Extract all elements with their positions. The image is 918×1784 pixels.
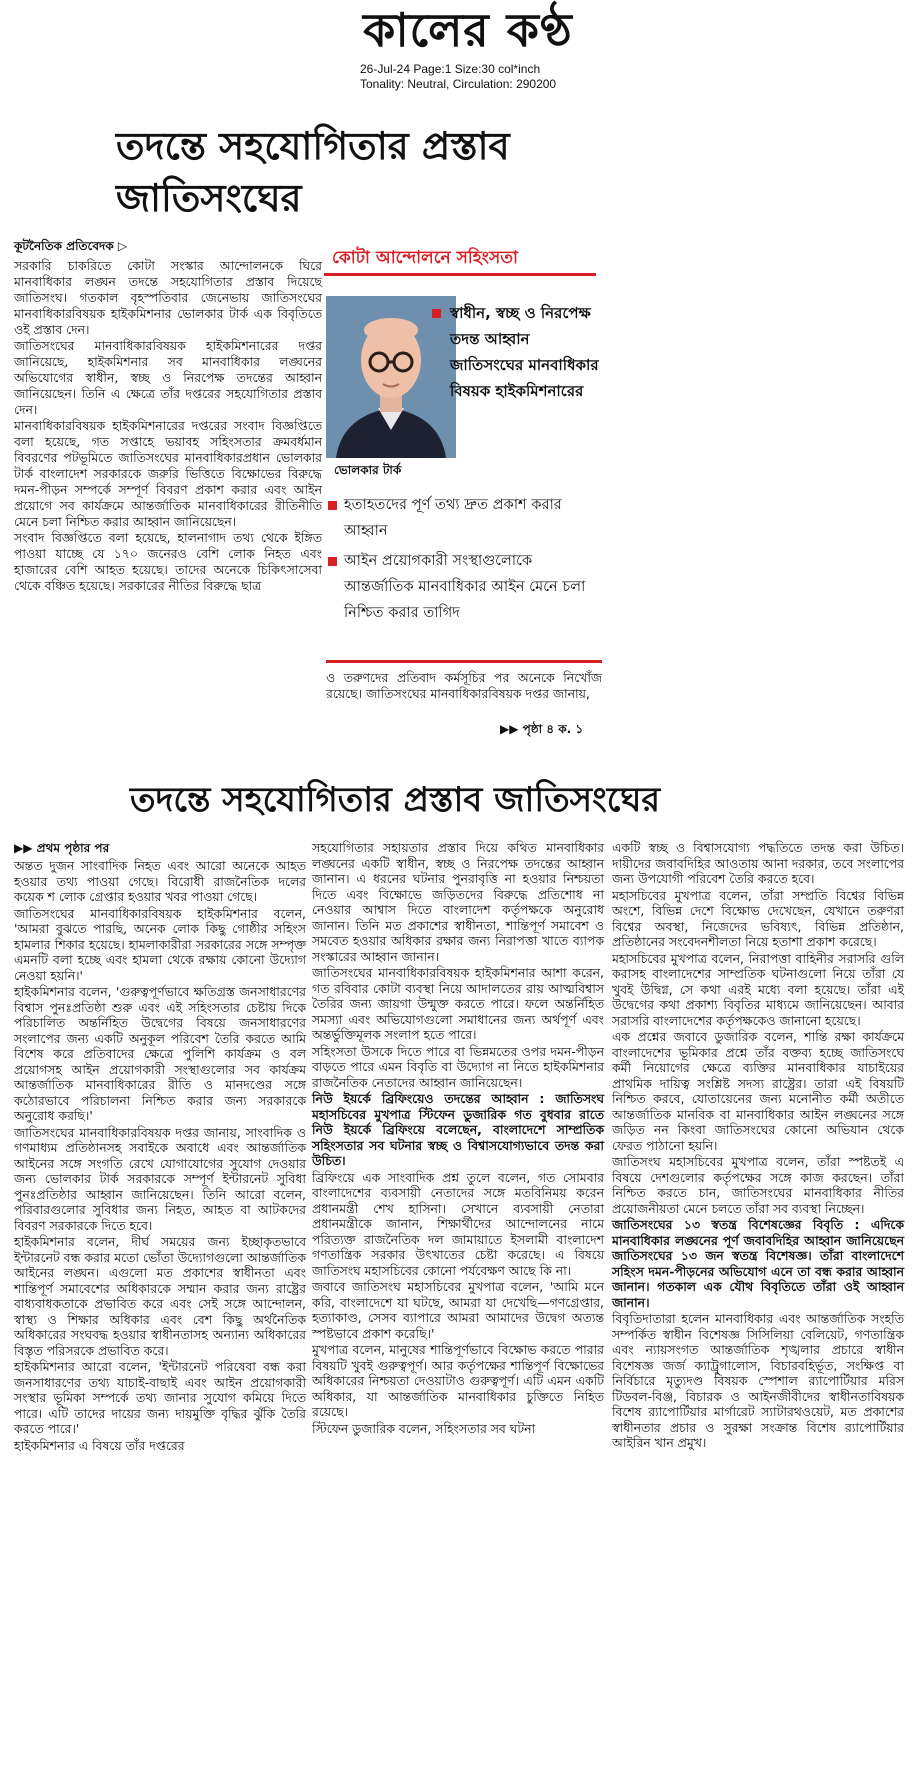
paragraph: জাতিসংঘের মানবাধিকারবিষয়ক হাইকমিশনার বলেন, 'আমরা বুঝতে পারছি, অনেক লোক কিছু গোষ্ঠীর সহিংস হামলার শিকার হয়েছে। হামলাকারীরা সরকারের সঙ্গে সম্পৃক্ত এমনটি বলা হচ্ছে এবং হামলা থেকে রক্ষায় কোনো উদ্যোগ নেওয়া হয়নি।'	[14, 905, 306, 983]
paragraph: অন্তত দুজন সাংবাদিক নিহত এবং আরো অনেকে আহত হওয়ার তথ্য পাওয়া গেছে। বিরোধী রাজনৈতিক দলের কয়েক শ লোক গ্রেপ্তার হওয়ার খবর পাওয়া গেছে।	[14, 858, 306, 904]
photo-caption: ভোলকার টার্ক	[334, 463, 402, 477]
front-headline: তদন্তে সহযোগিতার প্রস্তাব জাতিসংঘের	[116, 124, 510, 220]
front-paragraph: সরকারি চাকরিতে কোটা সংস্কার আন্দোলনকে ঘিরে মানবাধিকার লঙ্ঘন তদন্তে সহযোগিতার প্রস্তাব দিয়েছে জাতিসংঘ। গতকাল বৃহস্পতিবার জেনেভায় জাতিসংঘের মানবাধিকারবিষয়ক হাইকমিশনার ভোলকার টার্ক এক বিবৃতিতে ওই প্রস্তাব দেন।	[14, 258, 322, 337]
bullet-list	[326, 492, 604, 630]
paragraph: সহিংসতা উসকে দিতে পারে বা ভিন্নমতের ওপর দমন-পীড়ন বাড়তে পারে এমন বিবৃতি বা উদ্যোগ না নিতে হাইকমিশনার রাজনৈতিক নেতাদের আহ্বান জানিয়েছেন।	[312, 1043, 604, 1090]
paragraph: জাতিসংঘের মানবাধিকারবিষয়ক দপ্তর জানায়, সাংবাদিক ও গণমাধ্যম প্রতিষ্ঠানসহ সবাইকে অবাধে এবং আন্তর্জাতিক আইনের সঙ্গে সংগতি রেখে যোগাযোগের সুযোগ দেওয়ার জন্য ভোলকার টার্ক সরকারকে সম্পূর্ণ ইন্টারনেট সুবিধা পুনঃপ্রতিষ্ঠার আহ্বান জানিয়েছেন। তিনি আরো বলেন, পরিবারগুলোর সুবিধার জন্য নিহত, আহত বা আটকদের বিবরণ সরকারকে দিতে হবে।	[14, 1124, 306, 1233]
paragraph: বিবৃতিদাতারা হলেন মানবাধিকার এবং আন্তর্জাতিক সংহতি সম্পর্কিত স্বাধীন বিশেষজ্ঞ সিসিলিয়া বেলিয়েট, গণতান্ত্রিক এবং ন্যায়সংগত আন্তর্জাতিক শৃঙ্খলার প্রচারে স্বাধীন বিশেষজ্ঞ জর্জ ক্যাট্রুগালোস, বিচারবহির্ভূত, সংক্ষিপ্ত বা নির্বিচারে মৃত্যুদণ্ড বিষয়ক স্পেশাল র‍্যাপোর্টিয়ার মরিস টিডবল-বিঞ্জ, বিচারক ও আইনজীবীদের স্বাধীনতাবিষয়ক বিশেষ র‍্যাপোর্টিয়ার মার্গারেট স্যাটারথওয়েট, মত প্রকাশের স্বাধীনতার প্রচার ও সুরক্ষা সংক্রান্ত বিশেষ র‍্যাপোর্টিয়ার আইরিন খান প্রমুখ।	[612, 1311, 904, 1450]
red-square-bullet-icon	[432, 309, 441, 318]
highlight-box	[450, 300, 600, 404]
jump-reference: ▶▶ পৃষ্ঠা ৪ ক. ১	[500, 722, 584, 736]
bullet-item	[326, 492, 604, 544]
front-tail: ও তরুণদের প্রতিবাদ কর্মসূচির পর অনেকে নিখোঁজ রয়েছে। জাতিসংঘের মানবাধিকারবিষয়ক দপ্তর জানায়,	[326, 670, 602, 701]
continuation-column-3	[612, 840, 904, 1452]
bullet-text: আইন প্রয়োগকারী সংস্থাগুলোকে আন্তর্জাতিক মানবাধিকার আইন মেনে চলা নিশ্চিত করার তাগিদ	[344, 552, 586, 621]
red-square-bullet-icon	[328, 501, 337, 510]
paragraph: হাইকমিশনার আরো বলেন, 'ইন্টারনেট পরিষেবা বন্ধ করা জনসাধারণের তথ্য যাচাই-বাছাই এবং আইন প্রয়োগকারী সংস্থার ভূমিকা সম্পর্কে তথ্য জানার সুযোগ কমিয়ে দিতে পারে। এটি তাদের দায়ের জন্য দায়মুক্তি বৃদ্ধির ঝুঁকি তৈরি করতে পারে।'	[14, 1359, 306, 1436]
continued-from-label: ▶▶ প্রথম পৃষ্ঠার পর	[14, 841, 110, 855]
paragraph: জাতিসংঘ মহাসচিবের মুখপাত্র বলেন, তাঁরা স্পষ্টতই এ বিষয়ে দেশগুলোর কর্তৃপক্ষের সঙ্গে কাজ করছেন। তাঁরা নিশ্চিত করতে চান, জাতিসংঘের মানবাধিকার নীতির প্রয়োজনীয়তা মেনে চলতে তাঁরা সব ব্যবস্থা নিচ্ছেন।	[612, 1154, 904, 1216]
paragraph: হাইকমিশনার বলেন, 'গুরুত্বপূর্ণভাবে ক্ষতিগ্রস্ত জনসাধারণের বিশ্বাস পুনঃপ্রতিষ্ঠা শুরু এবং এই সহিংসতার চেষ্টায় দিকে পরিচালিত অন্তর্নিহিত উদ্বেগের বিষয়ে জনসাধারণের সংলাপের জন্য একটি অনুকূল পরিবেশ তৈরি করতে আমি বিশেষ করে প্রতিবাদের ক্ষেত্রে পুলিশি কার্যক্রম ও বল প্রয়োগসহ আইন প্রয়োগকারী সংস্থাগুলোর সব কার্যক্রম আন্তর্জাতিক মানবাধিকারের রীতি ও মানদণ্ডের সঙ্গে কঠোরভাবে পরিচালনা নিশ্চিত করার জন্য সরকারকে অনুরোধ করছি।'	[14, 984, 306, 1123]
paragraph: জবাবে জাতিসংঘ মহাসচিবের মুখপাত্র বলেন, 'আমি মনে করি, বাংলাদেশে যা ঘটছে, আমরা যা দেখেছি—গণগ্রেপ্তার, হত্যাকাণ্ড, সেসব ব্যাপারে আমরা আমাদের উদ্বেগ অত্যন্ত স্পষ্টভাবে প্রকাশ করেছি।'	[312, 1279, 604, 1341]
highlight-text: স্বাধীন, স্বচ্ছ ও নিরপেক্ষ তদন্ত আহ্বান জাতিসংঘের মানবাধিকার বিষয়ক হাইকমিশনারের	[450, 304, 599, 400]
subheading-paragraph: নিউ ইয়র্কে ব্রিফিংয়েও তদন্তের আহ্বান : জাতিসংঘ মহাসচিবের মুখপাত্র স্টিফেন ডুজারিক গত বুধবার রাতে নিউ ইয়র্কে ব্রিফিংয়ে বলেছেন, বাংলাদেশে সাম্প্রতিক সহিংসতার সব ঘটনার স্বচ্ছ ও বিশ্বাসযোগ্যভাবে তদন্ত করা উচিত।	[312, 1091, 604, 1168]
clip-meta-date: 26-Jul-24 Page:1 Size:30 col*inch	[360, 62, 541, 76]
paragraph: হাইকমিশনার বলেন, দীর্ঘ সময়ের জন্য ইচ্ছাকৃতভাবে ইন্টারনেট বন্ধ করার মতো ভোঁতা উদ্যোগগুলো আন্তর্জাতিক আইনের লঙ্ঘন। এগুলো মত প্রকাশের স্বাধীনতা এবং শান্তিপূর্ণ সমাবেশের অধিকারকে সম্মান করার জন্য রাষ্ট্রের বাধ্যবাধকতাকে প্রভাবিত করে এবং সেই সঙ্গে আন্দোলন, স্বাস্থ্য ও শিক্ষার অধিকার এবং বেশ কিছু অর্থনৈতিক অধিকারের সংঘবদ্ধ হওয়ার স্বাধীনতাসহ অন্যান্য অধিকারের বিস্তৃত পরিসরকে প্রভাবিত করে।	[14, 1234, 306, 1358]
front-paragraph: মানবাধিকারবিষয়ক হাইকমিশনারের দপ্তরের সংবাদ বিজ্ঞপ্তিতে বলা হয়েছে, গত সপ্তাহে ভয়াবহ সহিংসতার ক্রমবর্ধমান বিবরণের পটভূমিতে জাতিসংঘের মানবাধিকারপ্রধান ভোলকার টার্ক বাংলাদেশ সরকারকে জরুরি ভিত্তিতে বিক্ষোভের বিরুদ্ধে দমন-পীড়ন সম্পর্কে সম্পূর্ণ বিবরণ প্রকাশ করার এবং আইন প্রয়োগে সব কার্যক্রমে আন্তর্জাতিক মানবাধিকারের রীতিনীতি মেনে চলা নিশ্চিত করার আহ্বান জানিয়েছেন।	[14, 418, 322, 529]
front-body	[14, 258, 322, 594]
masthead	[0, 0, 918, 100]
continuation-headline: তদন্তে সহযোগিতার প্রস্তাব জাতিসংঘের	[130, 780, 661, 820]
red-divider	[326, 660, 602, 663]
newspaper-logo: কালের কণ্ঠ	[363, 3, 573, 57]
continuation-column-2	[312, 840, 604, 1437]
paragraph: এক প্রশ্নের জবাবে ডুজারিক বলেন, শান্তি রক্ষা কার্যক্রমে বাংলাদেশের ভূমিকার প্রশ্নে তাঁর বক্তব্য হচ্ছে জাতিসংঘে কর্মী নিয়োগের ক্ষেত্রে ব্যক্তির মানবাধিকার যাচাইয়ের প্রাথমিক দায়িত্ব সংশ্লিষ্ট সদস্য রাষ্ট্রের। তারা এই বিষয়টি নিশ্চিত করবে, যোতায়েনের জন্য মনোনীত কর্মী অতীতে আন্তর্জাতিক মানবিক বা মানবাধিকার আইন লঙ্ঘনের সঙ্গে জড়িত নন কিংবা জাতিসংঘের কোনো অভিযান থেকে ফেরত পাঠানো হয়নি।	[612, 1029, 904, 1153]
portrait-illustration	[326, 296, 456, 458]
paragraph: ব্রিফিংয়ে এক সাংবাদিক প্রশ্ন তুলে বলেন, গত সোমবার বাংলাদেশের ব্যবসায়ী নেতাদের সঙ্গে মতবিনিময় করেন প্রধানমন্ত্রী শেখ হাসিনা। সেখানে ব্যবসায়ী নেতারা প্রধানমন্ত্রীকে জানান, শিক্ষার্থীদের আন্দোলনের নামে পরিত্যক্ত রাজনৈতিক দল জামায়াতে ইসলামী বাংলাদেশ গণতান্ত্রিক সরকার উৎখাতের চেষ্টা করেছে। এ বিষয়ে জাতিসংঘ মহাসচিবের কোনো পর্যবেক্ষণ আছে কি না।	[312, 1169, 604, 1278]
bullet-item	[326, 548, 604, 626]
red-square-bullet-icon	[328, 557, 337, 566]
front-paragraph: জাতিসংঘের মানবাধিকারবিষয়ক হাইকমিশনারের দপ্তর জানিয়েছে, হাইকমিশনার সব মানবাধিকার লঙ্ঘনের অভিযোগের স্বাধীন, স্বচ্ছ ও নিরপেক্ষ তদন্তের আহ্বান জানিয়েছেন। তিনি এ ক্ষেত্রে তাঁর দপ্তরের সহযোগিতার প্রস্তাব দেন।	[14, 338, 322, 417]
clip-meta-tonality: Tonality: Neutral, Circulation: 290200	[360, 77, 557, 91]
paragraph: মহাসচিবের মুখপাত্র বলেন, তাঁরা সম্প্রতি বিশ্বের বিভিন্ন অংশে, বিভিন্ন দেশে বিক্ষোভ দেখেছেন, যেখানে তরুণরা বিশ্বের অবস্থা, নিজেদের ভবিষ্যৎ, বিভিন্ন প্রতিষ্ঠান, প্রতিষ্ঠানের সংবেদনশীলতা নিয়ে হতাশা প্রকাশ করেছে।	[612, 887, 904, 949]
kicker-label: কোটা আন্দোলনে সহিংসতা	[324, 240, 596, 276]
continuation-column-1	[14, 858, 306, 1454]
portrait-photo	[326, 296, 456, 458]
byline: কূটনৈতিক প্রতিবেদক ▷	[14, 239, 128, 253]
bullet-text: হতাহতদের পূর্ণ তথ্য দ্রুত প্রকাশ করার আহ্বান	[344, 496, 562, 539]
subheading-paragraph: জাতিসংঘের ১৩ স্বতন্ত্র বিশেষজ্ঞের বিবৃতি : এদিকে মানবাধিকার লঙ্ঘনের পূর্ণ জবাবদিহির আহ্বান জানিয়েছেন জাতিসংঘের ১৩ জন স্বতন্ত্র বিশেষজ্ঞ। তাঁরা বাংলাদেশে সহিংস দমন-পীড়নের অভিযোগ এনে তা বন্ধ করার আহ্বান জানান। গতকাল এক যৌথ বিবৃতিতে তাঁরা ওই আহ্বান জানান।	[612, 1217, 904, 1310]
paragraph: হাইকমিশনার এ বিষয়ে তাঁর দপ্তরের	[14, 1437, 185, 1453]
paragraph: একটি স্বচ্ছ ও বিশ্বাসযোগ্য পদ্ধতিতে তদন্ত করা উচিত। দায়ীদের জবাবদিহির আওতায় আনা দরকার, তবে সংলাপের জন্য উপযোগী পরিবেশ তৈরি করতে হবে।	[612, 840, 904, 886]
front-paragraph: সংবাদ বিজ্ঞপ্তিতে বলা হয়েছে, হালনাগাদ তথ্য থেকে ইঙ্গিত পাওয়া যাচ্ছে যে ১৭০ জনেরও বেশি লোক নিহত এবং হাজারের বেশি আহত হয়েছে। তাদের অনেকে চিকিৎসাসেবা থেকে বঞ্চিত হয়েছে। সরকারের নীতির বিরুদ্ধে ছাত্র	[14, 530, 322, 593]
paragraph: মুখপাত্র বলেন, মানুষের শান্তিপূর্ণভাবে বিক্ষোভ করতে পারার বিষয়টি খুবই গুরুত্বপূর্ণ। আর কর্তৃপক্ষের শান্তিপূর্ণ বিক্ষোভের অধিকারের নিশ্চয়তা দেওয়াটাও গুরুত্বপূর্ণ। এটি এমন একটি অধিকার, যা আন্তর্জাতিক মানবাধিকার চুক্তিতে নিহিত রয়েছে।	[312, 1342, 604, 1419]
paragraph: স্টিফেন ডুজারিক বলেন, সহিংসতার সব ঘটনা	[312, 1420, 536, 1436]
paragraph: মহাসচিবের মুখপাত্র বলেন, নিরাপত্তা বাহিনীর সরাসরি গুলি করাসহ বাংলাদেশের সাম্প্রতিক ঘটনাগুলো নিয়ে তাঁরা যে খুবই উদ্বিগ্ন, সে কথা এরই মধ্যে বলা হয়েছে। তাঁরা এই উদ্বেগের কথা প্রকাশ্য বিবৃতির মাধ্যমে জানিয়েছেন। আবার সরাসরি বাংলাদেশের কর্তৃপক্ষকেও জানানো হয়েছে।	[612, 950, 904, 1028]
paragraph: জাতিসংঘের মানবাধিকারবিষয়ক হাইকমিশনার আশা করেন, গত রবিবার কোটা ব্যবস্থা নিয়ে আদালতের রায় আত্মবিশ্বাস তৈরির জন্য জায়গা উন্মুক্ত করতে পারে। ফলে অন্তর্নিহিত সমস্যা এবং অভিযোগগুলো সমাধানের জন্য অর্থপূর্ণ এবং অন্তর্ভুক্তিমূলক সংলাপ হতে পারে।	[312, 965, 604, 1042]
paragraph: সহযোগিতার সহায়তার প্রস্তাব দিয়ে কথিত মানবাধিকার লঙ্ঘনের একটি স্বাধীন, স্বচ্ছ ও নিরপেক্ষ তদন্তের আহ্বান জানান। এ ধরনের ঘটনার পুনরাবৃত্তি না হওয়ার নিশ্চয়তা দিতে এবং বিক্ষোভে জড়িতদের বিরুদ্ধে প্রতিশোধ না নেওয়ার আশ্বাস দিতে বাংলাদেশ কর্তৃপক্ষকে অনুরোধ জানান। তিনি মত প্রকাশের স্বাধীনতা, শান্তিপূর্ণ সমাবেশ ও সমবেত হওয়ার অধিকার রক্ষার জন্য নিরাপত্তা খাতে ব্যাপক সংস্কারের আহ্বান জানান।	[312, 840, 604, 964]
